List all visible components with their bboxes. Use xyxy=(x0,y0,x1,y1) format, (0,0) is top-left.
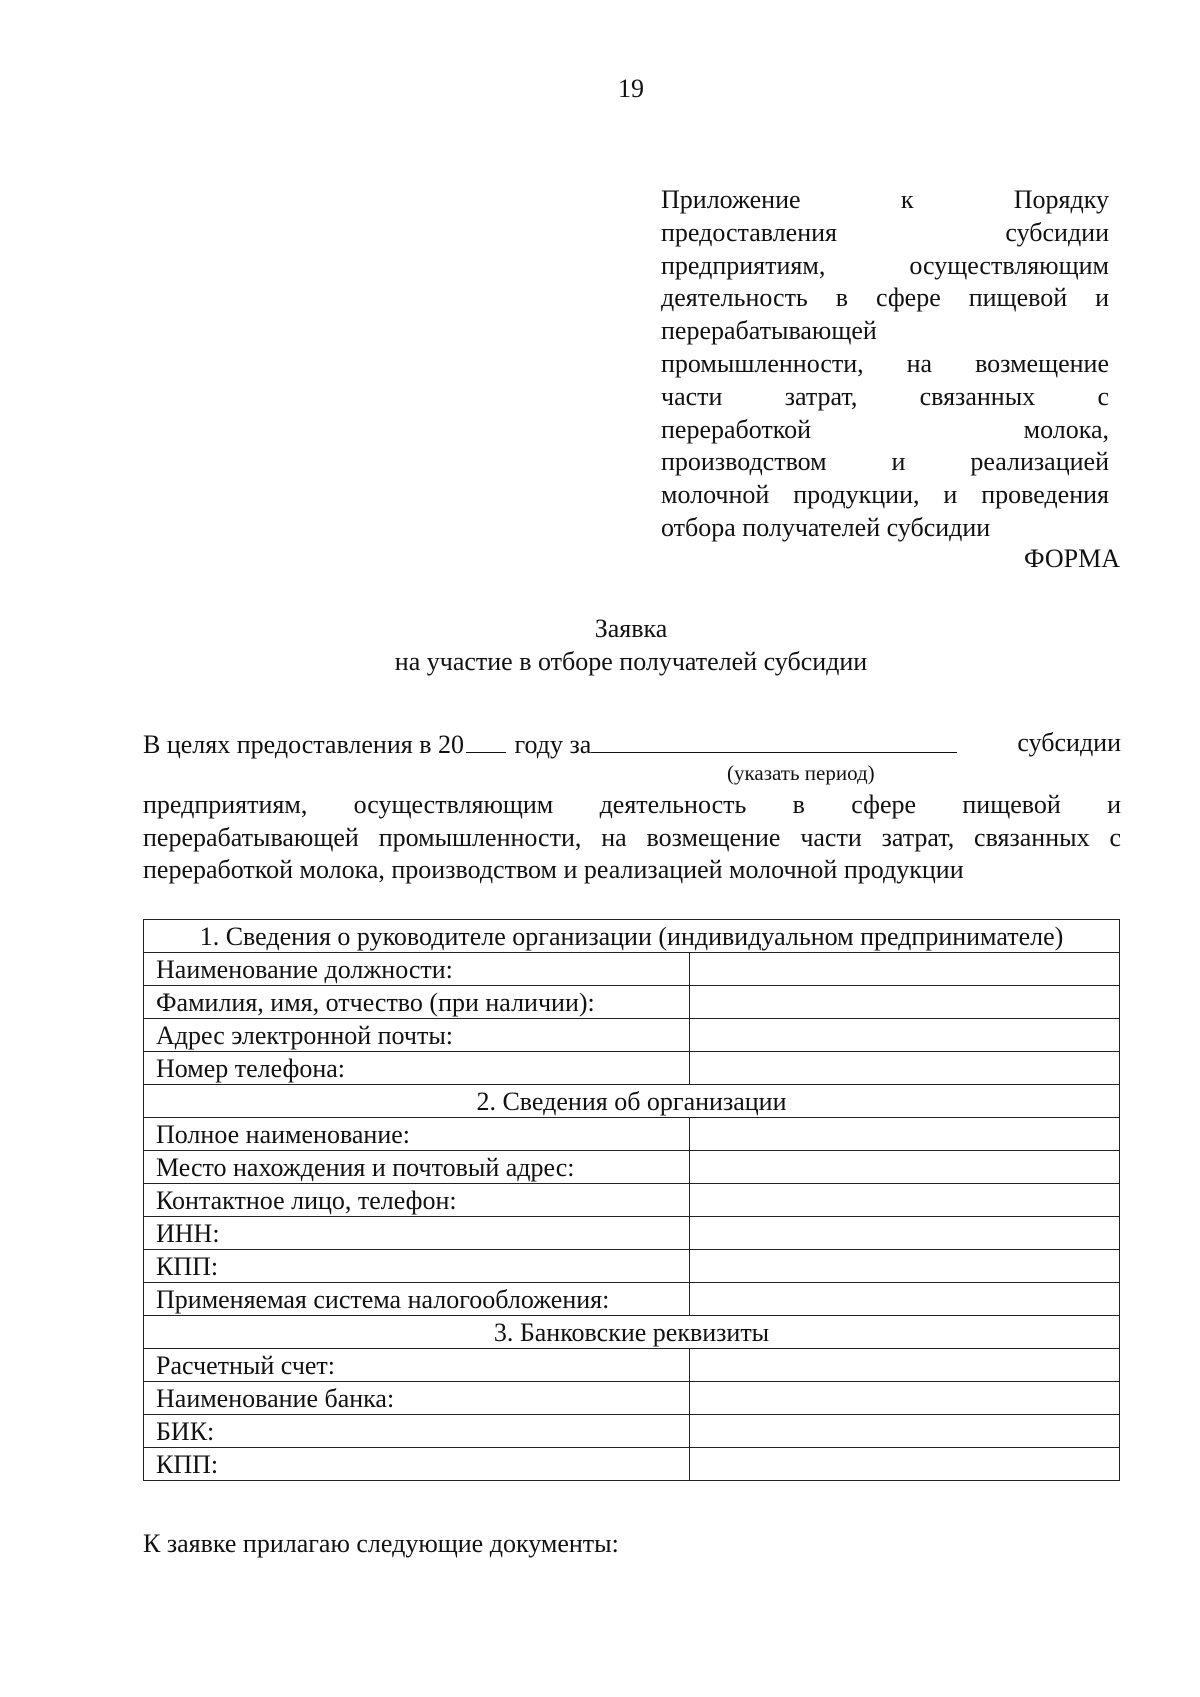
table-row xyxy=(144,1382,1120,1415)
field-value-cell[interactable] xyxy=(690,986,1120,1019)
field-label: Полное наименование: xyxy=(144,1118,690,1151)
table-row xyxy=(144,1448,1120,1481)
section-title: 1. Сведения о руководителе организации (индивидуальном предпринимателе) xyxy=(144,920,1120,953)
intro-line: предприятиям, осуществляющим деятельность в сфере пищевой и xyxy=(143,790,1121,819)
field-value-cell[interactable] xyxy=(690,1250,1120,1283)
field-value-cell[interactable] xyxy=(690,1118,1120,1151)
table-row xyxy=(144,1250,1120,1283)
field-value-cell[interactable] xyxy=(690,953,1120,986)
field-label: Наименование должности: xyxy=(144,953,690,986)
appendix-line: отбора получателей субсидии xyxy=(661,512,991,542)
table-row xyxy=(144,1019,1120,1052)
field-label: КПП: xyxy=(144,1250,690,1283)
intro-paragraph xyxy=(143,789,1121,887)
table-row xyxy=(144,1349,1120,1382)
appendix-line: предоставления субсидии xyxy=(661,217,1109,247)
intro-line: переработкой молока, производством и реализацией молочной продукции xyxy=(143,855,964,884)
attachments-label: К заявке прилагаю следующие документы: xyxy=(143,1529,619,1558)
field-label: Фамилия, имя, отчество (при наличии): xyxy=(144,986,690,1019)
period-blank-field[interactable] xyxy=(591,728,957,753)
page-number: 19 xyxy=(618,74,644,103)
field-value-cell[interactable] xyxy=(690,1217,1120,1250)
field-label: БИК: xyxy=(144,1415,690,1448)
title-line-2: на участие в отборе получателей субсидии xyxy=(394,647,868,676)
appendix-line: Приложение к Порядку xyxy=(661,185,1109,214)
document-title xyxy=(0,612,1200,678)
title-line-1: Заявка xyxy=(594,614,668,643)
field-value-cell[interactable] xyxy=(690,1019,1120,1052)
section-header-row xyxy=(144,1085,1120,1118)
table-row xyxy=(144,1415,1120,1448)
appendix-line: перерабатывающей xyxy=(661,316,877,346)
appendix-line: предприятиям, осуществляющим xyxy=(661,250,1109,280)
field-label: Контактное лицо, телефон: xyxy=(144,1184,690,1217)
table-row xyxy=(144,986,1120,1019)
year-blank-field[interactable] xyxy=(466,728,506,753)
form-label: ФОРМА xyxy=(1024,544,1120,573)
intro-text-end: субсидии xyxy=(1017,728,1121,757)
appendix-line: молочной продукции, и проведения xyxy=(661,480,1109,510)
intro-first-line xyxy=(143,728,1121,760)
table-row xyxy=(144,1184,1120,1217)
appendix-note xyxy=(661,184,1109,545)
section-header-row xyxy=(144,920,1120,953)
appendix-line: части затрат, связанных с xyxy=(661,381,1109,411)
field-label: ИНН: xyxy=(144,1217,690,1250)
field-value-cell[interactable] xyxy=(690,1052,1120,1085)
application-form-table xyxy=(143,919,1120,1481)
intro-text-middle: году за xyxy=(514,730,592,759)
field-label: КПП: xyxy=(144,1448,690,1481)
field-value-cell[interactable] xyxy=(690,1448,1120,1481)
field-value-cell[interactable] xyxy=(690,1184,1120,1217)
period-hint: (указать период) xyxy=(727,761,875,785)
field-label: Расчетный счет: xyxy=(144,1349,690,1382)
field-label: Место нахождения и почтовый адрес: xyxy=(144,1151,690,1184)
appendix-line: переработкой молока, xyxy=(661,414,1109,444)
field-value-cell[interactable] xyxy=(690,1382,1120,1415)
intro-text-start: В целях предоставления в 20 xyxy=(143,730,464,759)
appendix-line: промышленности, на возмещение xyxy=(661,348,1109,378)
field-value-cell[interactable] xyxy=(690,1415,1120,1448)
field-label: Адрес электронной почты: xyxy=(144,1019,690,1052)
section-header-row xyxy=(144,1316,1120,1349)
section-title: 3. Банковские реквизиты xyxy=(144,1316,1120,1349)
field-label: Номер телефона: xyxy=(144,1052,690,1085)
table-row xyxy=(144,953,1120,986)
table-row xyxy=(144,1052,1120,1085)
section-title: 2. Сведения об организации xyxy=(144,1085,1120,1118)
field-value-cell[interactable] xyxy=(690,1151,1120,1184)
field-label: Наименование банка: xyxy=(144,1382,690,1415)
field-value-cell[interactable] xyxy=(690,1349,1120,1382)
field-value-cell[interactable] xyxy=(690,1283,1120,1316)
table-row xyxy=(144,1118,1120,1151)
appendix-line: деятельность в сфере пищевой и xyxy=(661,283,1109,313)
table-row xyxy=(144,1283,1120,1316)
table-row xyxy=(144,1217,1120,1250)
field-label: Применяемая система налогообложения: xyxy=(144,1283,690,1316)
intro-line: перерабатывающей промышленности, на возмещение части затрат, связанных с xyxy=(143,822,1121,852)
table-row xyxy=(144,1151,1120,1184)
appendix-line: производством и реализацией xyxy=(661,447,1109,477)
